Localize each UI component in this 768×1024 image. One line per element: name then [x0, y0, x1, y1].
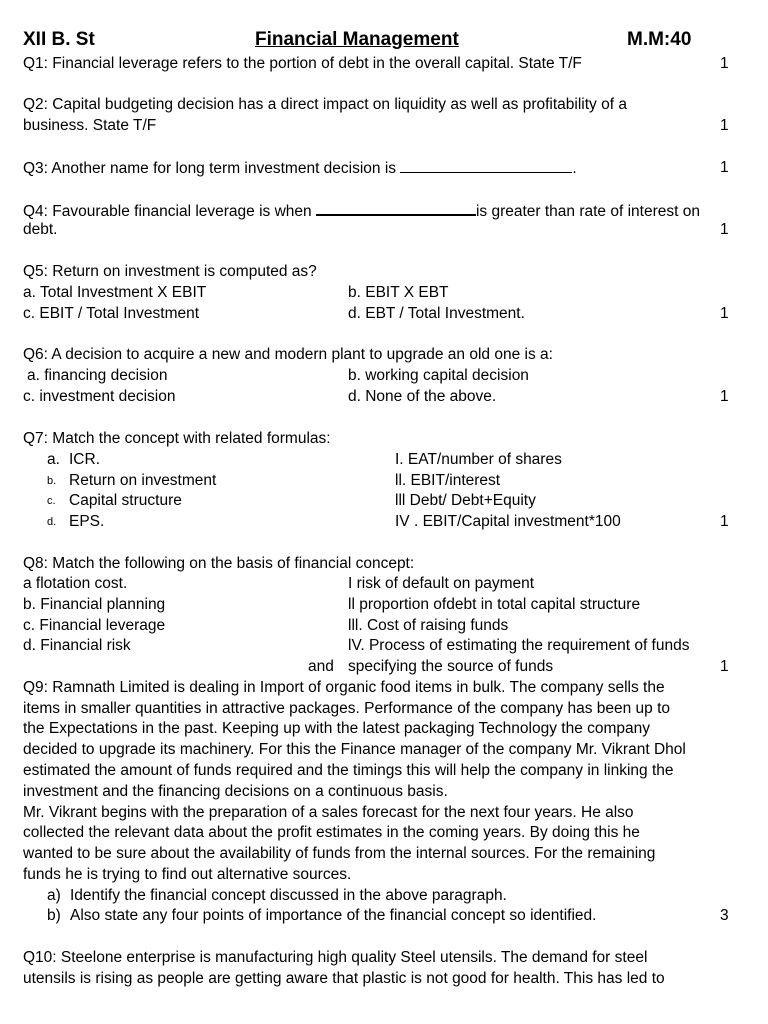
- q2-line-1: [0, 95, 768, 115]
- q8-right-item: ll proportion ofdebt in total capital structure: [348, 596, 641, 613]
- q7-row: [0, 512, 768, 532]
- q9-paragraph-line: [0, 865, 768, 885]
- q8-row: [0, 595, 768, 615]
- q7-concept: Capital structure: [69, 492, 182, 509]
- q4-text-2: debt.: [23, 221, 58, 238]
- q4-marks: 1: [720, 221, 729, 238]
- q9-paragraph-line: [0, 761, 768, 781]
- q7-marks: 1: [720, 513, 729, 530]
- q2-text-2: business. State T/F: [23, 117, 157, 134]
- q9-paragraph-line: [0, 803, 768, 823]
- q4-line-2: [0, 220, 768, 240]
- q9-part-a: [0, 886, 768, 906]
- q9-text: Q9: Ramnath Limited is dealing in Import of organic food items in bulk. The company sells the: [23, 679, 665, 696]
- q9-text: Mr. Vikrant begins with the preparation of a sales forecast for the next four years. He also: [23, 804, 634, 821]
- q9-text: investment and the financing decisions on a continuous basis.: [23, 783, 448, 800]
- q7-row: [0, 471, 768, 491]
- q6-options-row-1: [0, 366, 768, 386]
- q8-right-item: lll. Cost of raising funds: [348, 617, 509, 634]
- q3-question: [23, 158, 577, 179]
- class-label: XII B. St: [23, 29, 95, 50]
- q9-text: decided to upgrade its machinery. For this the Finance manager of the company Mr. Vikrant Dhol: [23, 741, 686, 758]
- q7-concept: ICR.: [69, 451, 100, 468]
- q7-marker: b.: [47, 475, 57, 487]
- q8-left-item: a flotation cost.: [23, 575, 128, 592]
- q7-concept: Return on investment: [69, 472, 217, 489]
- q4-question: [23, 200, 700, 222]
- q9-text: collected the relevant data about the profit estimates in the coming years. By doing this he: [23, 824, 640, 841]
- q9-part-b-text: Also state any four points of importance of the financial concept so identified.: [70, 907, 597, 924]
- q8-left-item: c. Financial leverage: [23, 617, 166, 634]
- q3-line: [0, 158, 768, 178]
- q10-paragraph-line: [0, 969, 768, 989]
- q1-marks: 1: [720, 55, 729, 72]
- q5-question: Q5: Return on investment is computed as?: [23, 263, 317, 280]
- q7-question-line: [0, 429, 768, 449]
- q7-concept: EPS.: [69, 513, 105, 530]
- q8-marks: 1: [720, 658, 729, 675]
- q10-text: utensils is rising as people are getting aware that plastic is not good for health. This has led to: [23, 970, 665, 987]
- q9-part-a-text: Identify the financial concept discussed in the above paragraph.: [70, 887, 507, 904]
- q6-marks: 1: [720, 388, 729, 405]
- q8-row: [0, 636, 768, 656]
- q8-row: [0, 574, 768, 594]
- q1-line: [0, 54, 768, 74]
- q5-option-b: b. EBIT X EBT: [348, 284, 449, 301]
- q9-text: items in smaller quantities in attractive packages. Performance of the company has been up to: [23, 700, 671, 717]
- q6-option-a: a. financing decision: [27, 367, 168, 384]
- q7-formula: IV . EBIT/Capital investment*100: [395, 513, 621, 530]
- q8-left-item: b. Financial planning: [23, 596, 166, 613]
- q6-question-line: [0, 345, 768, 365]
- q8-question: Q8: Match the following on the basis of financial concept:: [23, 555, 415, 572]
- q1-text: Q1: Financial leverage refers to the portion of debt in the overall capital. State T/F: [23, 55, 582, 72]
- q2-line-2: [0, 116, 768, 136]
- q7-marker: c.: [47, 495, 56, 507]
- q9-paragraph-line: [0, 844, 768, 864]
- q9-text: the Expectations in the past. Keeping up with the latest packaging Technology the company: [23, 720, 651, 737]
- q5-option-a: a. Total Investment X EBIT: [23, 284, 207, 301]
- q7-formula: ll. EBIT/interest: [395, 472, 501, 489]
- q5-options-row-2: [0, 304, 768, 324]
- q5-option-c: c. EBIT / Total Investment: [23, 305, 200, 322]
- q9-marks: 3: [720, 907, 729, 924]
- q9-part-a-marker: a): [47, 887, 61, 904]
- page-title: Financial Management: [255, 29, 459, 50]
- q6-question: Q6: A decision to acquire a new and modern plant to upgrade an old one is a:: [23, 346, 553, 363]
- q3-blank: [400, 158, 572, 173]
- header-row: [0, 29, 768, 51]
- q3-tail: .: [572, 160, 577, 177]
- q7-marker: a.: [47, 451, 60, 468]
- q3-text: Q3: Another name for long term investment decision is: [23, 160, 397, 177]
- q5-option-d: d. EBT / Total Investment.: [348, 305, 525, 322]
- q10-text: Q10: Steelone enterprise is manufacturing high quality Steel utensils. The demand for steel: [23, 949, 648, 966]
- q6-option-b: b. working capital decision: [348, 367, 529, 384]
- q9-text: funds he is trying to find out alternative sources.: [23, 866, 352, 883]
- q8-row: [0, 616, 768, 636]
- q4-text-after: is greater than rate of interest on: [475, 203, 700, 220]
- q3-marks: 1: [720, 159, 729, 176]
- q9-part-b: [0, 906, 768, 926]
- q7-marker: d.: [47, 516, 57, 528]
- q9-part-b-marker: b): [47, 907, 61, 924]
- q9-text: estimated the amount of funds required and the timings this will help the company in linking the: [23, 762, 674, 779]
- q6-options-row-2: [0, 387, 768, 407]
- q8-row-continuation: [0, 657, 768, 677]
- q7-formula: lll Debt/ Debt+Equity: [395, 492, 536, 509]
- q8-right-continuation: specifying the source of funds: [348, 658, 554, 675]
- q2-marks: 1: [720, 117, 729, 134]
- max-marks: M.M:40: [627, 29, 692, 50]
- q5-options-row-1: [0, 283, 768, 303]
- q9-paragraph-line: [0, 699, 768, 719]
- q10-paragraph-line: [0, 948, 768, 968]
- q8-left-item: d. Financial risk: [23, 637, 131, 654]
- q9-paragraph-line: [0, 823, 768, 843]
- q7-row: [0, 491, 768, 511]
- q4-line-1: [0, 200, 768, 220]
- q9-paragraph-line: [0, 740, 768, 760]
- q7-formula: I. EAT/number of shares: [395, 451, 562, 468]
- q9-paragraph-line: [0, 678, 768, 698]
- q5-question-line: [0, 262, 768, 282]
- q8-right-item: I risk of default on payment: [348, 575, 535, 592]
- q7-row: [0, 450, 768, 470]
- q8-right-item: lV. Process of estimating the requirement of funds: [348, 637, 690, 654]
- q5-marks: 1: [720, 305, 729, 322]
- q9-paragraph-line: [0, 719, 768, 739]
- q9-paragraph-line: [0, 782, 768, 802]
- q9-text: wanted to be sure about the availability of funds from the internal sources. For the remaining: [23, 845, 656, 862]
- q4-text-before: Q4: Favourable financial leverage is when: [23, 203, 312, 220]
- q8-question-line: [0, 554, 768, 574]
- q4-blank: [316, 200, 476, 216]
- q6-option-c: c. investment decision: [23, 388, 176, 405]
- q6-option-d: d. None of the above.: [348, 388, 497, 405]
- q7-question: Q7: Match the concept with related formulas:: [23, 430, 331, 447]
- q2-text-1: Q2: Capital budgeting decision has a direct impact on liquidity as well as profitability of a: [23, 96, 627, 113]
- q8-and-word: and: [308, 658, 334, 675]
